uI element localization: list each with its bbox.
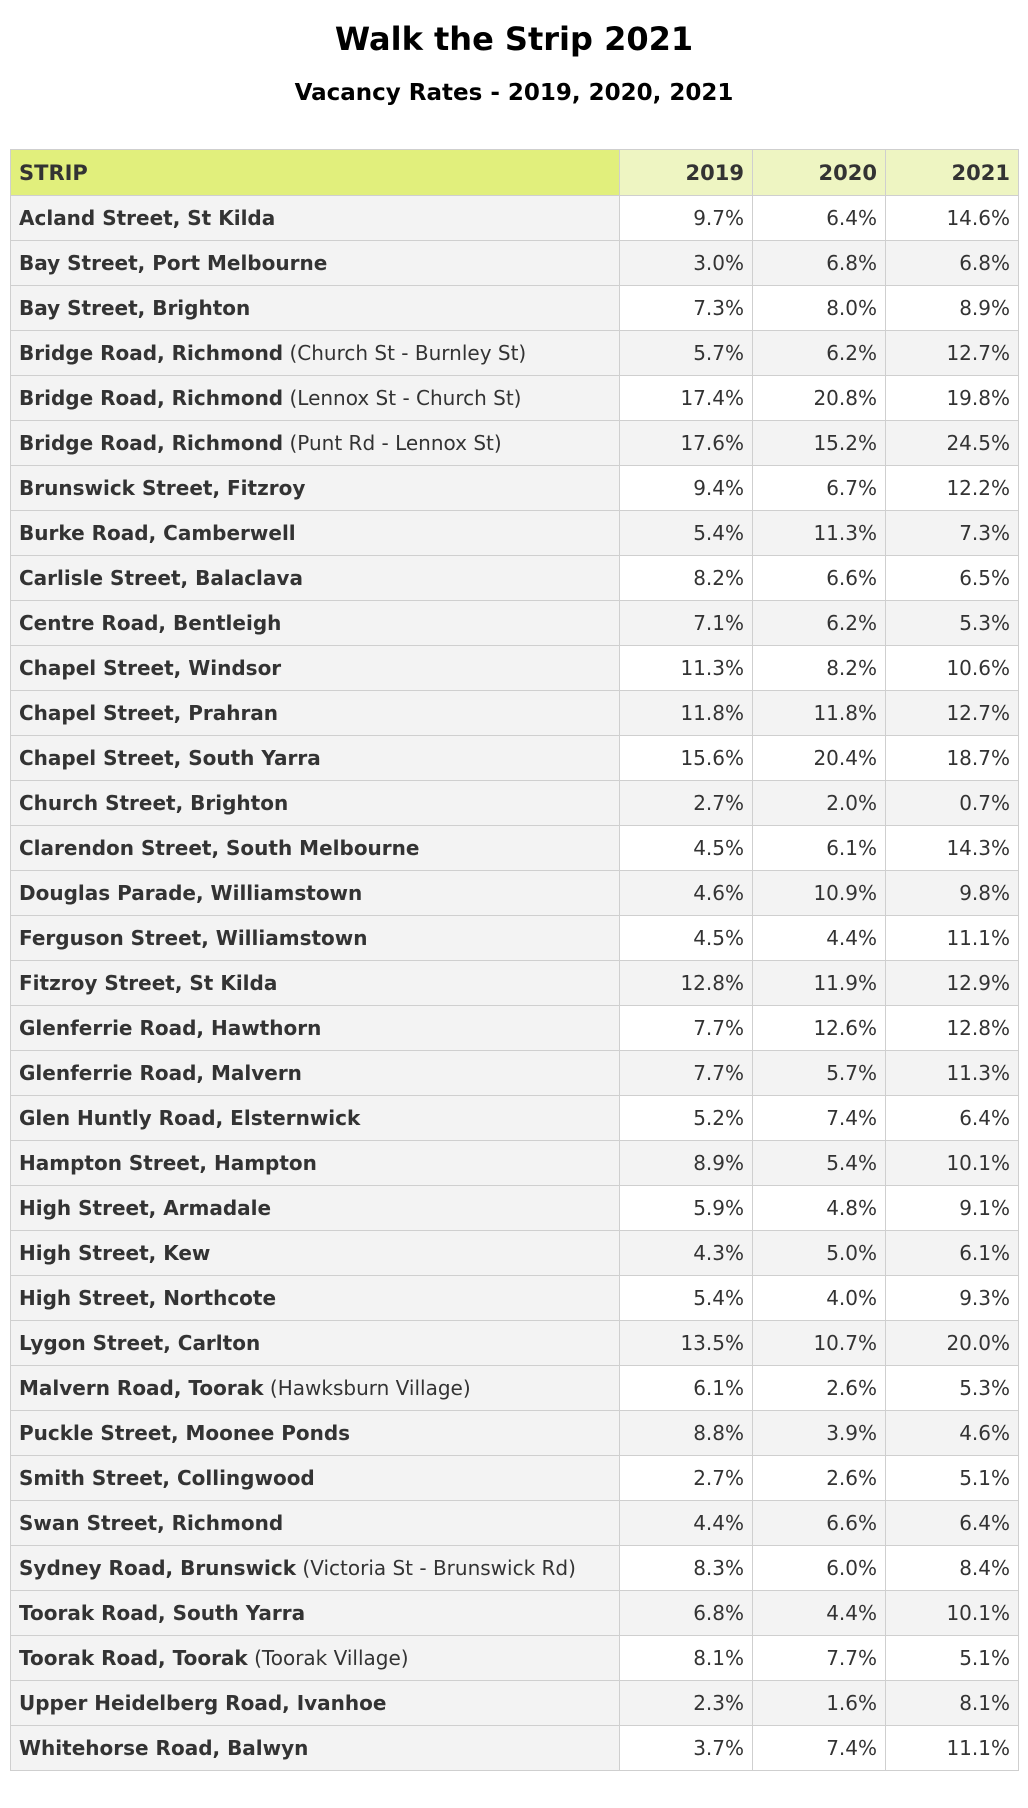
rate-cell-2019: 8.9% bbox=[620, 1141, 753, 1186]
strip-name: Chapel Street, Windsor bbox=[19, 656, 282, 680]
rate-cell-2019: 15.6% bbox=[620, 736, 753, 781]
table-row bbox=[11, 736, 1019, 781]
rate-cell-2019: 12.8% bbox=[620, 961, 753, 1006]
rate-cell-2020: 4.8% bbox=[753, 1186, 886, 1231]
table-row bbox=[11, 1321, 1019, 1366]
rate-cell-2019: 6.1% bbox=[620, 1366, 753, 1411]
rate-cell-2021: 24.5% bbox=[886, 421, 1019, 466]
table-row bbox=[11, 1141, 1019, 1186]
rate-cell-2021: 11.1% bbox=[886, 916, 1019, 961]
strip-cell bbox=[11, 916, 620, 961]
strip-name: High Street, Northcote bbox=[19, 1286, 277, 1310]
rate-cell-2021: 19.8% bbox=[886, 376, 1019, 421]
rate-cell-2019: 4.3% bbox=[620, 1231, 753, 1276]
rate-cell-2020: 4.4% bbox=[753, 916, 886, 961]
rate-cell-2019: 5.7% bbox=[620, 331, 753, 376]
table-row bbox=[11, 781, 1019, 826]
strip-name: High Street, Kew bbox=[19, 1241, 211, 1265]
rate-cell-2020: 7.4% bbox=[753, 1726, 886, 1771]
strip-cell bbox=[11, 241, 620, 286]
table-row bbox=[11, 1546, 1019, 1591]
rate-cell-2021: 12.9% bbox=[886, 961, 1019, 1006]
rate-cell-2020: 2.6% bbox=[753, 1456, 886, 1501]
table-row bbox=[11, 1726, 1019, 1771]
strip-cell bbox=[11, 466, 620, 511]
strip-name: Glenferrie Road, Hawthorn bbox=[19, 1016, 322, 1040]
column-header-2020: 2020 bbox=[753, 150, 886, 196]
rate-cell-2021: 8.4% bbox=[886, 1546, 1019, 1591]
strip-name: Toorak Road, Toorak bbox=[19, 1646, 248, 1670]
strip-name: Bay Street, Brighton bbox=[19, 296, 251, 320]
rate-cell-2021: 5.1% bbox=[886, 1456, 1019, 1501]
strip-name: Douglas Parade, Williamstown bbox=[19, 881, 363, 905]
rate-cell-2021: 9.3% bbox=[886, 1276, 1019, 1321]
rate-cell-2019: 2.3% bbox=[620, 1681, 753, 1726]
table-row bbox=[11, 1276, 1019, 1321]
table-row bbox=[11, 1366, 1019, 1411]
column-header-2019: 2019 bbox=[620, 150, 753, 196]
rate-cell-2020: 20.8% bbox=[753, 376, 886, 421]
rate-cell-2020: 20.4% bbox=[753, 736, 886, 781]
table-row bbox=[11, 1501, 1019, 1546]
strip-cell bbox=[11, 1681, 620, 1726]
rate-cell-2021: 6.5% bbox=[886, 556, 1019, 601]
rate-cell-2020: 5.0% bbox=[753, 1231, 886, 1276]
rate-cell-2019: 8.8% bbox=[620, 1411, 753, 1456]
rate-cell-2020: 6.2% bbox=[753, 331, 886, 376]
strip-name: Bridge Road, Richmond bbox=[19, 431, 284, 455]
strip-cell bbox=[11, 646, 620, 691]
rate-cell-2020: 6.6% bbox=[753, 1501, 886, 1546]
table-row bbox=[11, 1006, 1019, 1051]
rate-cell-2020: 15.2% bbox=[753, 421, 886, 466]
table-row bbox=[11, 1051, 1019, 1096]
rate-cell-2020: 12.6% bbox=[753, 1006, 886, 1051]
strip-name: Glen Huntly Road, Elsternwick bbox=[19, 1106, 361, 1130]
rate-cell-2019: 7.7% bbox=[620, 1006, 753, 1051]
page-title: Walk the Strip 2021 bbox=[334, 20, 694, 58]
strip-cell bbox=[11, 871, 620, 916]
strip-name: Carlisle Street, Balaclava bbox=[19, 566, 303, 590]
table-row bbox=[11, 826, 1019, 871]
strip-note: (Victoria St - Brunswick Rd) bbox=[302, 1556, 576, 1580]
table-row bbox=[11, 1096, 1019, 1141]
rate-cell-2020: 6.0% bbox=[753, 1546, 886, 1591]
strip-cell bbox=[11, 331, 620, 376]
rate-cell-2021: 14.6% bbox=[886, 196, 1019, 241]
rate-cell-2021: 11.3% bbox=[886, 1051, 1019, 1096]
strip-name: Brunswick Street, Fitzroy bbox=[19, 476, 306, 500]
strip-cell bbox=[11, 1276, 620, 1321]
rate-cell-2020: 6.1% bbox=[753, 826, 886, 871]
rate-cell-2021: 18.7% bbox=[886, 736, 1019, 781]
strip-cell bbox=[11, 286, 620, 331]
strip-cell bbox=[11, 1366, 620, 1411]
rate-cell-2021: 4.6% bbox=[886, 1411, 1019, 1456]
strip-cell bbox=[11, 1096, 620, 1141]
rate-cell-2020: 7.7% bbox=[753, 1636, 886, 1681]
rate-cell-2020: 2.6% bbox=[753, 1366, 886, 1411]
rate-cell-2020: 6.7% bbox=[753, 466, 886, 511]
strip-note: (Punt Rd - Lennox St) bbox=[289, 431, 502, 455]
rate-cell-2021: 5.1% bbox=[886, 1636, 1019, 1681]
rate-cell-2021: 10.1% bbox=[886, 1591, 1019, 1636]
rate-cell-2021: 12.7% bbox=[886, 691, 1019, 736]
strip-name: Toorak Road, South Yarra bbox=[19, 1601, 306, 1625]
strip-name: Chapel Street, South Yarra bbox=[19, 746, 321, 770]
table-row bbox=[11, 511, 1019, 556]
rate-cell-2019: 11.8% bbox=[620, 691, 753, 736]
rate-cell-2020: 10.7% bbox=[753, 1321, 886, 1366]
strip-cell bbox=[11, 1501, 620, 1546]
table-row bbox=[11, 1411, 1019, 1456]
table-row bbox=[11, 1591, 1019, 1636]
rate-cell-2019: 3.7% bbox=[620, 1726, 753, 1771]
table-row bbox=[11, 1231, 1019, 1276]
rate-cell-2020: 8.2% bbox=[753, 646, 886, 691]
strip-cell bbox=[11, 601, 620, 646]
rate-cell-2021: 14.3% bbox=[886, 826, 1019, 871]
rate-cell-2019: 5.2% bbox=[620, 1096, 753, 1141]
strip-note: (Church St - Burnley St) bbox=[289, 341, 527, 365]
strip-cell bbox=[11, 1231, 620, 1276]
strip-cell bbox=[11, 511, 620, 556]
rate-cell-2021: 9.8% bbox=[886, 871, 1019, 916]
strip-note: (Toorak Village) bbox=[254, 1646, 409, 1670]
rate-cell-2021: 7.3% bbox=[886, 511, 1019, 556]
rate-cell-2021: 6.4% bbox=[886, 1501, 1019, 1546]
page-subtitle: Vacancy Rates - 2019, 2020, 2021 bbox=[294, 80, 734, 106]
rate-cell-2020: 11.9% bbox=[753, 961, 886, 1006]
strip-name: Acland Street, St Kilda bbox=[19, 206, 276, 230]
rate-cell-2019: 8.3% bbox=[620, 1546, 753, 1591]
table-row bbox=[11, 961, 1019, 1006]
rate-cell-2019: 8.1% bbox=[620, 1636, 753, 1681]
rate-cell-2019: 5.4% bbox=[620, 1276, 753, 1321]
strip-note: (Lennox St - Church St) bbox=[289, 386, 522, 410]
rate-cell-2021: 12.8% bbox=[886, 1006, 1019, 1051]
table-row bbox=[11, 1186, 1019, 1231]
strip-name: Fitzroy Street, St Kilda bbox=[19, 971, 278, 995]
rate-cell-2020: 6.8% bbox=[753, 241, 886, 286]
strip-name: Clarendon Street, South Melbourne bbox=[19, 836, 420, 860]
strip-cell bbox=[11, 1321, 620, 1366]
rate-cell-2020: 6.6% bbox=[753, 556, 886, 601]
rate-cell-2021: 5.3% bbox=[886, 1366, 1019, 1411]
strip-cell bbox=[11, 1006, 620, 1051]
strip-cell bbox=[11, 1726, 620, 1771]
rate-cell-2020: 5.4% bbox=[753, 1141, 886, 1186]
strip-cell bbox=[11, 781, 620, 826]
table-row bbox=[11, 916, 1019, 961]
strip-cell bbox=[11, 1411, 620, 1456]
rate-cell-2020: 6.4% bbox=[753, 196, 886, 241]
rate-cell-2019: 2.7% bbox=[620, 1456, 753, 1501]
strip-name: Lygon Street, Carlton bbox=[19, 1331, 261, 1355]
table-row bbox=[11, 1456, 1019, 1501]
rate-cell-2019: 8.2% bbox=[620, 556, 753, 601]
strip-cell bbox=[11, 1456, 620, 1501]
table-row bbox=[11, 331, 1019, 376]
strip-name: Upper Heidelberg Road, Ivanhoe bbox=[19, 1691, 387, 1715]
strip-cell bbox=[11, 196, 620, 241]
strip-cell bbox=[11, 961, 620, 1006]
strip-cell bbox=[11, 376, 620, 421]
rate-cell-2019: 4.4% bbox=[620, 1501, 753, 1546]
rate-cell-2020: 4.0% bbox=[753, 1276, 886, 1321]
strip-name: Bridge Road, Richmond bbox=[19, 386, 284, 410]
rate-cell-2021: 8.9% bbox=[886, 286, 1019, 331]
table-row bbox=[11, 691, 1019, 736]
rate-cell-2019: 17.4% bbox=[620, 376, 753, 421]
strip-name: Chapel Street, Prahran bbox=[19, 701, 279, 725]
strip-cell bbox=[11, 556, 620, 601]
table-row bbox=[11, 241, 1019, 286]
rate-cell-2019: 7.1% bbox=[620, 601, 753, 646]
strip-name: Ferguson Street, Williamstown bbox=[19, 926, 368, 950]
rate-cell-2021: 11.1% bbox=[886, 1726, 1019, 1771]
strip-cell bbox=[11, 1141, 620, 1186]
strip-name: Malvern Road, Toorak bbox=[19, 1376, 264, 1400]
rate-cell-2021: 5.3% bbox=[886, 601, 1019, 646]
rate-cell-2020: 8.0% bbox=[753, 286, 886, 331]
rate-cell-2019: 4.5% bbox=[620, 826, 753, 871]
rate-cell-2020: 11.3% bbox=[753, 511, 886, 556]
table-row bbox=[11, 556, 1019, 601]
rate-cell-2021: 9.1% bbox=[886, 1186, 1019, 1231]
rate-cell-2020: 2.0% bbox=[753, 781, 886, 826]
table-row bbox=[11, 1636, 1019, 1681]
rate-cell-2021: 20.0% bbox=[886, 1321, 1019, 1366]
vacancy-rates-table bbox=[10, 149, 1019, 1771]
strip-name: Smith Street, Collingwood bbox=[19, 1466, 315, 1490]
strip-cell bbox=[11, 736, 620, 781]
rate-cell-2019: 9.7% bbox=[620, 196, 753, 241]
strip-name: Bay Street, Port Melbourne bbox=[19, 251, 328, 275]
rate-cell-2019: 7.7% bbox=[620, 1051, 753, 1096]
strip-cell bbox=[11, 1051, 620, 1096]
rate-cell-2020: 1.6% bbox=[753, 1681, 886, 1726]
strip-cell bbox=[11, 691, 620, 736]
table-row bbox=[11, 196, 1019, 241]
strip-name: High Street, Armadale bbox=[19, 1196, 272, 1220]
rate-cell-2019: 7.3% bbox=[620, 286, 753, 331]
rate-cell-2020: 11.8% bbox=[753, 691, 886, 736]
table-row bbox=[11, 1681, 1019, 1726]
rate-cell-2021: 12.2% bbox=[886, 466, 1019, 511]
rate-cell-2019: 2.7% bbox=[620, 781, 753, 826]
rate-cell-2021: 10.1% bbox=[886, 1141, 1019, 1186]
rate-cell-2019: 3.0% bbox=[620, 241, 753, 286]
strip-cell bbox=[11, 1186, 620, 1231]
rate-cell-2019: 5.4% bbox=[620, 511, 753, 556]
rate-cell-2021: 6.8% bbox=[886, 241, 1019, 286]
rate-cell-2021: 10.6% bbox=[886, 646, 1019, 691]
rate-cell-2019: 13.5% bbox=[620, 1321, 753, 1366]
strip-name: Burke Road, Camberwell bbox=[19, 521, 296, 545]
table-header-row bbox=[11, 150, 1019, 196]
table-row bbox=[11, 871, 1019, 916]
table-row bbox=[11, 466, 1019, 511]
rate-cell-2021: 6.1% bbox=[886, 1231, 1019, 1276]
strip-name: Hampton Street, Hampton bbox=[19, 1151, 317, 1175]
strip-name: Puckle Street, Moonee Ponds bbox=[19, 1421, 351, 1445]
column-header-2021: 2021 bbox=[886, 150, 1019, 196]
rate-cell-2020: 10.9% bbox=[753, 871, 886, 916]
strip-name: Swan Street, Richmond bbox=[19, 1511, 284, 1535]
rate-cell-2020: 3.9% bbox=[753, 1411, 886, 1456]
table-row bbox=[11, 646, 1019, 691]
table-row bbox=[11, 376, 1019, 421]
table-row bbox=[11, 286, 1019, 331]
strip-note: (Hawksburn Village) bbox=[269, 1376, 471, 1400]
rate-cell-2019: 4.6% bbox=[620, 871, 753, 916]
strip-cell bbox=[11, 826, 620, 871]
strip-cell bbox=[11, 1546, 620, 1591]
rate-cell-2019: 6.8% bbox=[620, 1591, 753, 1636]
rate-cell-2021: 0.7% bbox=[886, 781, 1019, 826]
rate-cell-2021: 12.7% bbox=[886, 331, 1019, 376]
strip-cell bbox=[11, 421, 620, 466]
strip-name: Church Street, Brighton bbox=[19, 791, 289, 815]
strip-cell bbox=[11, 1636, 620, 1681]
column-header-strip: STRIP bbox=[11, 150, 620, 196]
table-row bbox=[11, 601, 1019, 646]
strip-name: Centre Road, Bentleigh bbox=[19, 611, 282, 635]
rate-cell-2020: 4.4% bbox=[753, 1591, 886, 1636]
strip-name: Sydney Road, Brunswick bbox=[19, 1556, 297, 1580]
table-row bbox=[11, 421, 1019, 466]
rate-cell-2020: 6.2% bbox=[753, 601, 886, 646]
strip-name: Whitehorse Road, Balwyn bbox=[19, 1736, 309, 1760]
strip-name: Bridge Road, Richmond bbox=[19, 341, 284, 365]
rate-cell-2019: 5.9% bbox=[620, 1186, 753, 1231]
rate-cell-2021: 8.1% bbox=[886, 1681, 1019, 1726]
rate-cell-2020: 7.4% bbox=[753, 1096, 886, 1141]
strip-cell bbox=[11, 1591, 620, 1636]
rate-cell-2019: 17.6% bbox=[620, 421, 753, 466]
rate-cell-2021: 6.4% bbox=[886, 1096, 1019, 1141]
strip-name: Glenferrie Road, Malvern bbox=[19, 1061, 302, 1085]
rate-cell-2019: 11.3% bbox=[620, 646, 753, 691]
table-body bbox=[11, 196, 1019, 1771]
rate-cell-2019: 9.4% bbox=[620, 466, 753, 511]
rate-cell-2019: 4.5% bbox=[620, 916, 753, 961]
rate-cell-2020: 5.7% bbox=[753, 1051, 886, 1096]
